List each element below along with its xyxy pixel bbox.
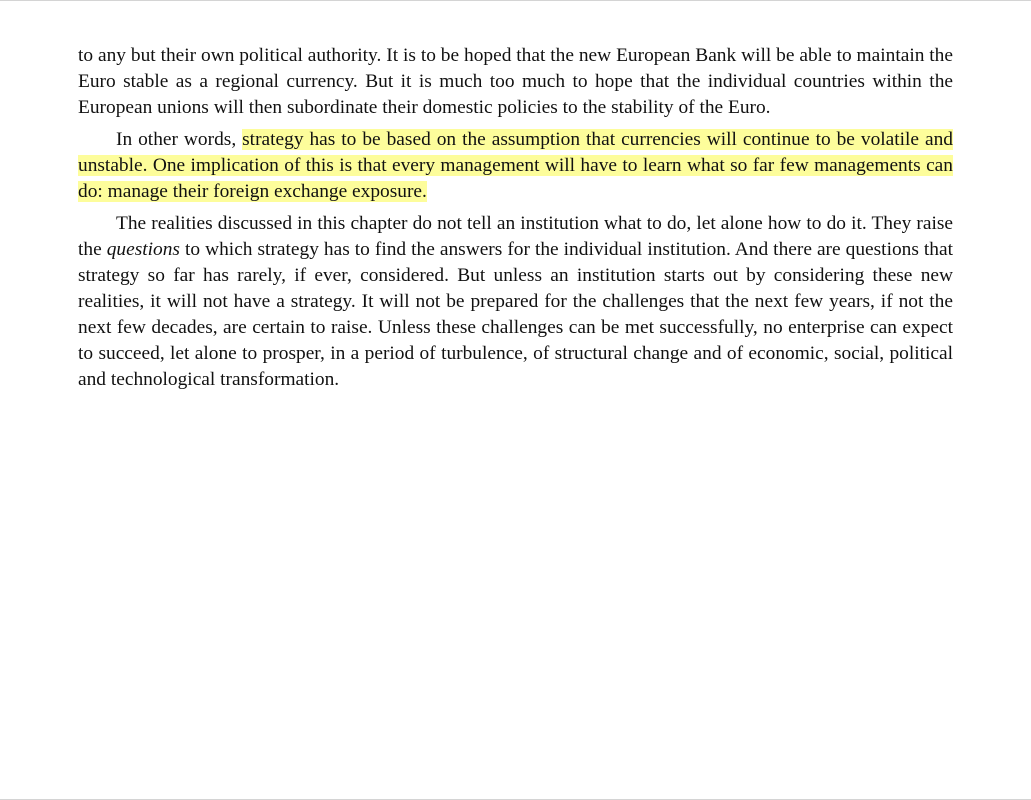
paragraph-1 — [78, 43, 953, 121]
highlighted-passage[interactable]: strategy has to be based on the assumption that currencies will continue to be volatile and unstable. One implication of this is that every management will have to learn what so far few managements can do: manage their foreign exchange exposure. — [78, 129, 953, 202]
paragraph-1-text: to any but their own political authority. It is to be hoped that the new European Bank will be able to maintain the Euro stable as a regional currency. But it is much too much to hope that the individual countries within the European unions will then subordinate their domestic policies to the stability of the Euro. — [78, 45, 953, 118]
paragraph-2 — [78, 127, 953, 205]
paragraph-3-lead: The realities discussed in this chapter do not tell an institution what to do, let alone how to do it. They raise the — [78, 213, 953, 260]
document-page[interactable] — [78, 43, 953, 399]
paragraph-3-rest: to which strategy has to find the answers for the individual institution. And there are questions that strategy so far has rarely, if ever, considered. But unless an institution starts out by considering these new realities, it will not have a strategy. It will not be prepared for the challenges that the next few years, if not the next few decades, are certain to raise. Unless these challenges can be met successfully, no enterprise can expect to succeed, let alone to prosper, in a period of turbulence, of structural change and of economic, social, political and technological transformation. — [78, 239, 953, 390]
paragraph-3 — [78, 211, 953, 393]
emphasized-word: questions — [106, 239, 180, 260]
paragraph-2-lead: In other words, — [116, 129, 243, 150]
